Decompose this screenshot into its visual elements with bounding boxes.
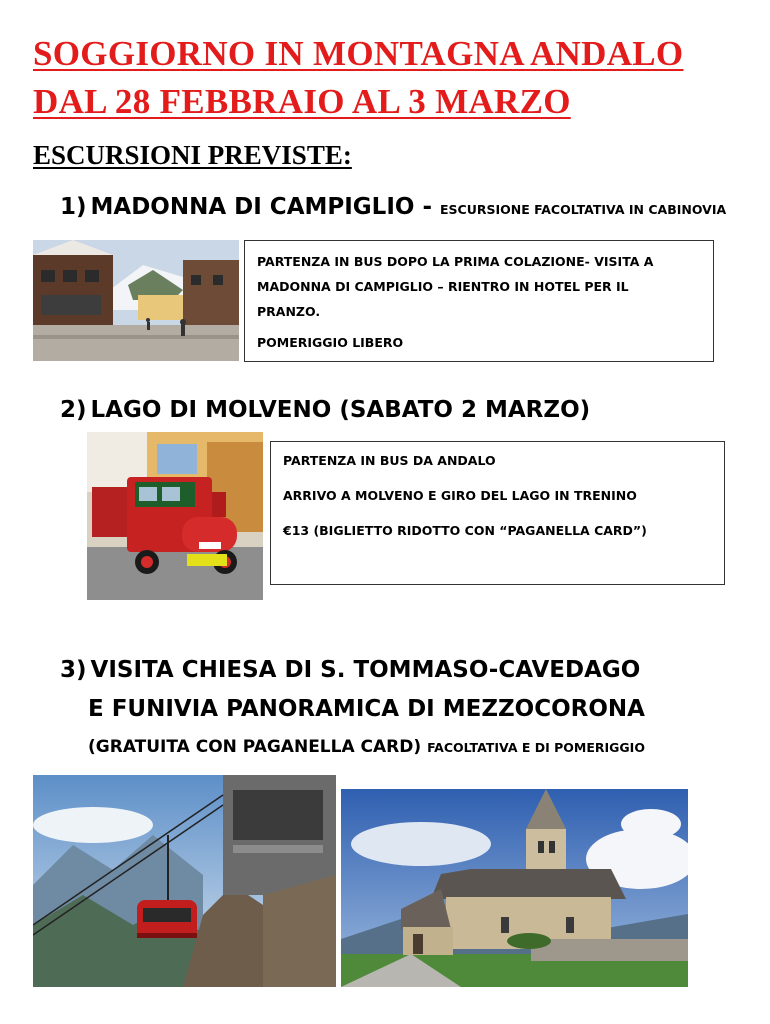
section-3-heading-line-3 [88, 737, 645, 757]
section-3-heading-line-2: E FUNIVIA PANORAMICA DI MEZZOCORONA [88, 696, 645, 722]
madonna-di-campiglio-photo [33, 240, 239, 361]
section-2-info-line: PARTENZA IN BUS DA ANDALO [283, 453, 496, 468]
section-1-number: 1) [60, 194, 87, 220]
section-3-title: VISITA CHIESA DI S. TOMMASO-CAVEDAGO [90, 657, 641, 683]
section-3-paganella-note: (GRATUITA CON PAGANELLA CARD) [88, 737, 422, 757]
title-line-1: SOGGIORNO IN MONTAGNA ANDALO [33, 34, 684, 73]
chiesa-san-tommaso-photo [341, 789, 688, 987]
trenino-photo [87, 432, 263, 600]
section-1-info-line: PRANZO. [257, 304, 321, 319]
section-1-info-line: PARTENZA IN BUS DOPO LA PRIMA COLAZIONE- VISITA A [257, 254, 654, 269]
section-3-number: 3) [60, 657, 87, 683]
section-2-number: 2) [60, 397, 87, 423]
section-2-title: LAGO DI MOLVENO (SABATO 2 MARZO) [90, 397, 591, 423]
section-1-heading [60, 194, 726, 220]
section-2-heading [60, 397, 590, 423]
subtitle: ESCURSIONI PREVISTE: [33, 140, 352, 170]
section-2-info-line: ARRIVO A MOLVENO E GIRO DEL LAGO IN TRENINO [283, 488, 637, 503]
section-2-info-line: €13 (BIGLIETTO RIDOTTO CON “PAGANELLA CARD”) [283, 523, 647, 538]
section-1-info-line: MADONNA DI CAMPIGLIO – RIENTRO IN HOTEL PER IL [257, 279, 629, 294]
section-3-afternoon-note: FACOLTATIVA E DI POMERIGGIO [427, 740, 645, 755]
section-2-info-box [270, 441, 725, 585]
title-line-2: DAL 28 FEBBRAIO AL 3 MARZO [33, 82, 571, 121]
section-1-title: MADONNA DI CAMPIGLIO - [90, 194, 432, 220]
funivia-photo [33, 775, 336, 987]
section-1-info-line: POMERIGGIO LIBERO [257, 335, 404, 350]
section-1-note: ESCURSIONE FACOLTATIVA IN CABINOVIA [440, 202, 727, 217]
section-3-heading-line-1 [60, 657, 640, 683]
section-1-info-box [244, 240, 714, 362]
